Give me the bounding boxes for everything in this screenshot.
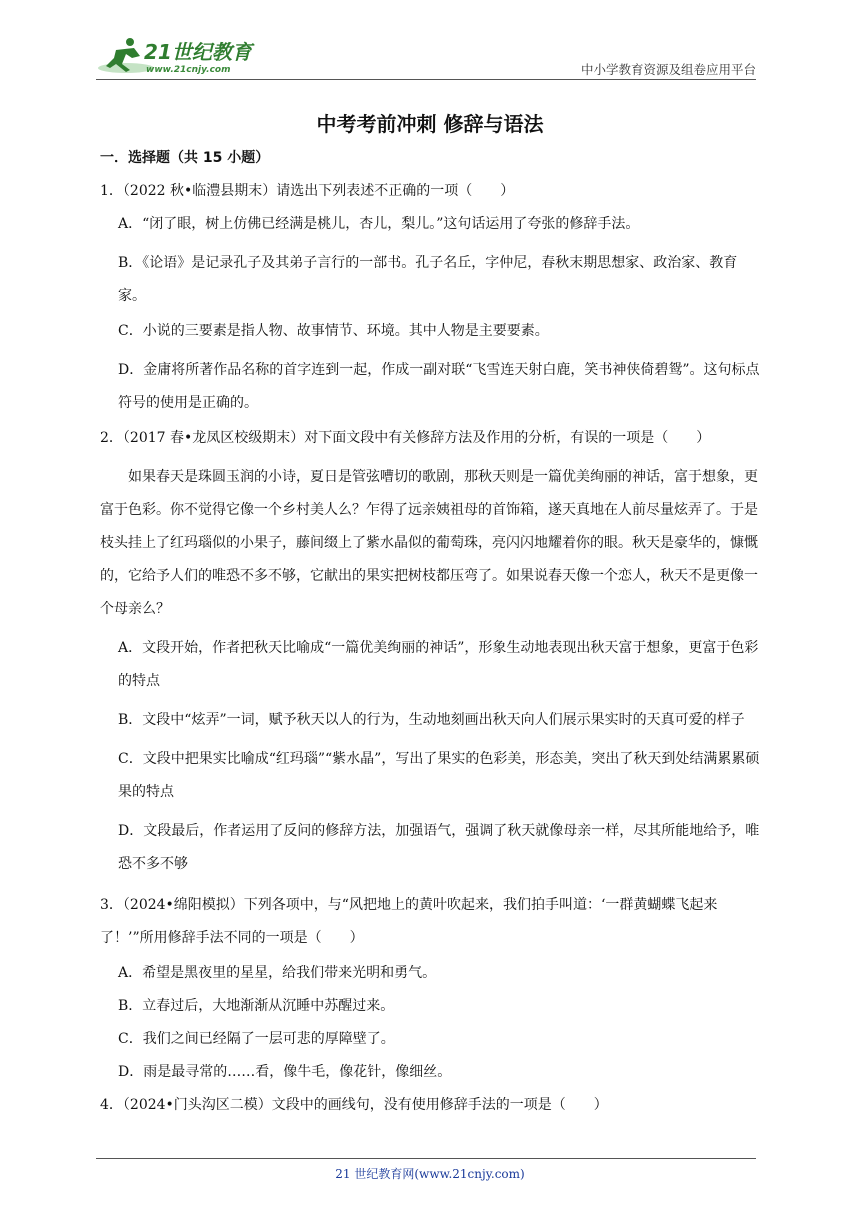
question-3-option-c: C．我们之间已经隔了一层可悲的厚障壁了。 [118, 1031, 395, 1047]
logo-url: www.21cnjy.com [146, 65, 231, 75]
question-2-option-a: A．文段开始，作者把秋天比喻成“一篇优美绚丽的神话”，形象生动地表现出秋天富于想象，更富于色彩的特点 [118, 640, 759, 689]
site-logo [96, 34, 266, 78]
question-1-option-a: A．“闭了眼，树上仿佛已经满是桃儿，杏儿，梨儿。”这句话运用了夸张的修辞手法。 [118, 216, 640, 232]
section-heading: 一．选择题（共 15 小题） [100, 150, 270, 166]
question-3-option-d: D．雨是最寻常的……看，像牛毛，像花针，像细丝。 [118, 1064, 452, 1080]
question-2-option-d: D．文段最后，作者运用了反问的修辞方法，加强语气，强调了秋天就像母亲一样，尽其所能地给予，唯恐不多不够 [118, 823, 760, 872]
platform-name: 中小学教育资源及组卷应用平台 [580, 62, 756, 77]
question-2-passage: 如果春天是珠圆玉润的小诗，夏日是管弦嘈切的歌剧，那秋天则是一篇优美绚丽的神话，富于想象，更富于色彩。你不觉得它像一个乡村美人么？乍得了远亲姨祖母的首饰箱，遂天真地在人前尽量炫弄了。于是枝头挂上了红玛瑙似的小果子，藤间缀上了紫水晶似的葡萄珠，亮闪闪地耀着你的眼。秋天是豪华的，慷慨的，它给予人们的唯恐不多不够，它献出的果实把树枝都压弯了。如果说春天像一个恋人，秋天不是更像一个母亲么？ [100, 469, 758, 617]
question-3-option-a: A．希望是黑夜里的星星，给我们带来光明和勇气。 [118, 965, 437, 981]
header-divider [96, 79, 756, 80]
question-2-option-c: C．文段中把果实比喻成“红玛瑙”“紫水晶”，写出了果实的色彩美，形态美，突出了秋天到处结满累累硕果的特点 [118, 751, 760, 800]
question-1-option-d: D．金庸将所著作品名称的首字连到一起，作成一副对联“飞雪连天射白鹿，笑书神侠倚碧鸳”。这句标点符号的使用是正确的。 [118, 362, 760, 411]
question-1-stem: 1．（2022 秋•临澧县期末）请选出下列表述不正确的一项（ ） [100, 183, 515, 199]
question-2-stem: 2．（2017 春•龙凤区校级期末）对下面文段中有关修辞方法及作用的分析，有误的一项是（ ） [100, 430, 711, 446]
page-header [96, 34, 756, 80]
document-body [100, 148, 764, 1128]
question-2-option-b: B．文段中“炫弄”一词，赋予秋天以人的行为，生动地刻画出秋天向人们展示果实时的天真可爱的样子 [118, 712, 745, 728]
footer-divider [96, 1158, 756, 1159]
page-footer: 21 世纪教育网(www.21cnjy.com) [335, 1167, 525, 1181]
question-1-option-b: B．《论语》是记录孔子及其弟子言行的一部书。孔子名丘，字仲尼，春秋末期思想家、政治家、教育家。 [118, 255, 738, 304]
page-title: 中考考前冲刺 修辞与语法 [316, 112, 544, 136]
logo-text: 21世纪教育 [144, 40, 252, 64]
question-1-option-c: C．小说的三要素是指人物、故事情节、环境。其中人物是主要要素。 [118, 323, 549, 339]
question-4-stem: 4．（2024•门头沟区二模）文段中的画线句，没有使用修辞手法的一项是（ ） [100, 1097, 608, 1113]
question-3-option-b: B．立春过后，大地渐渐从沉睡中苏醒过来。 [118, 998, 395, 1014]
question-3-stem: 3．（2024•绵阳模拟）下列各项中，与“风把地上的黄叶吹起来，我们拍手叫道：‘一群黄蝴蝶飞起来了！’”所用修辞手法不同的一项是（ ） [100, 897, 718, 946]
